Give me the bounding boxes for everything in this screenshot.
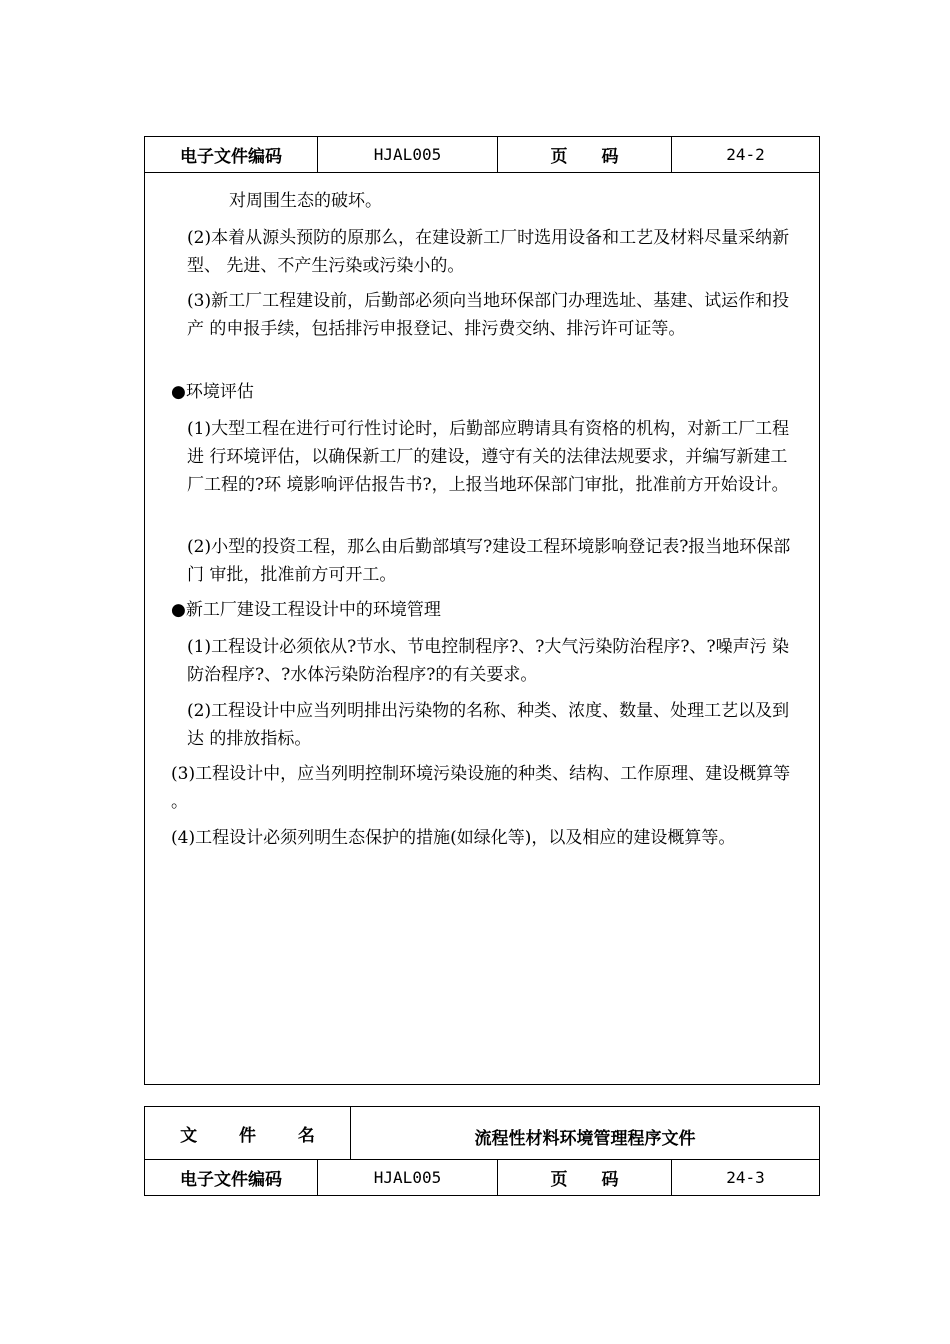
page-value: 24-2 bbox=[726, 145, 765, 164]
paragraph-5: (2)小型的投资工程，那么由后勤部填写?建设工程环境影响登记表?报当地环保部门 审批，批准前方可开工。 bbox=[187, 537, 791, 585]
page-label: 页 码 bbox=[498, 137, 672, 172]
footer-page-label: 页 码 bbox=[498, 1160, 672, 1195]
footer-table bbox=[144, 1106, 820, 1196]
paragraph-8: (3)工程设计中，应当列明控制环境污染设施的种类、结构、工作原理、建设概算等 。 bbox=[171, 764, 791, 812]
header-table bbox=[144, 136, 820, 173]
file-name-label: 文 件 名 bbox=[145, 1107, 351, 1159]
code-label: 电子文件编码 bbox=[145, 137, 318, 172]
footer-code-label: 电子文件编码 bbox=[145, 1160, 318, 1195]
footer-code-row bbox=[145, 1160, 819, 1195]
paragraph-9: (4)工程设计必须列明生态保护的措施(如绿化等)，以及相应的建设概算等。 bbox=[171, 828, 736, 848]
paragraph-6: (1)工程设计必须依从?节水、节电控制程序?、?大气污染防治程序?、?噪声污 染防治程序?、?水体污染防治程序?的有关要求。 bbox=[187, 637, 790, 685]
paragraph-7: (2)工程设计中应当列明排出污染物的名称、种类、浓度、数量、处理工艺以及到达 的排放指标。 bbox=[187, 701, 790, 749]
file-name-row bbox=[145, 1107, 819, 1160]
content-box bbox=[144, 172, 820, 1085]
code-value: HJAL005 bbox=[318, 137, 498, 172]
footer-page-value: 24-3 bbox=[726, 1168, 765, 1187]
paragraph-3: (3)新工厂工程建设前，后勤部必须向当地环保部门办理选址、基建、试运作和投产 的申报手续，包括排污申报登记、排污费交纳、排污许可证等。 bbox=[187, 291, 790, 339]
file-name-value: 流程性材料环境管理程序文件 bbox=[474, 1128, 696, 1149]
paragraph-2: (2)本着从源头预防的原那么，在建设新工厂时选用设备和工艺及材料尽量采纳新型、 先进、不产生污染或污染小的。 bbox=[187, 228, 790, 276]
paragraph-4: (1)大型工程在进行可行性讨论时，后勤部应聘请具有资格的机构，对新工厂工程进 行环境评估，以确保新工厂的建设，遵守有关的法律法规要求，并编写新建工厂工程的?环 境影响评估报告书?，上报当地环保部门审批，批准前方开始设计。 bbox=[187, 419, 790, 495]
section-heading-environment-assessment: ●环境评估 bbox=[171, 382, 254, 402]
footer-code-value: HJAL005 bbox=[318, 1160, 498, 1195]
section-heading-design-management: ●新工厂建设工程设计中的环境管理 bbox=[171, 600, 441, 620]
paragraph-1: 对周围生态的破坏。 bbox=[229, 191, 382, 211]
